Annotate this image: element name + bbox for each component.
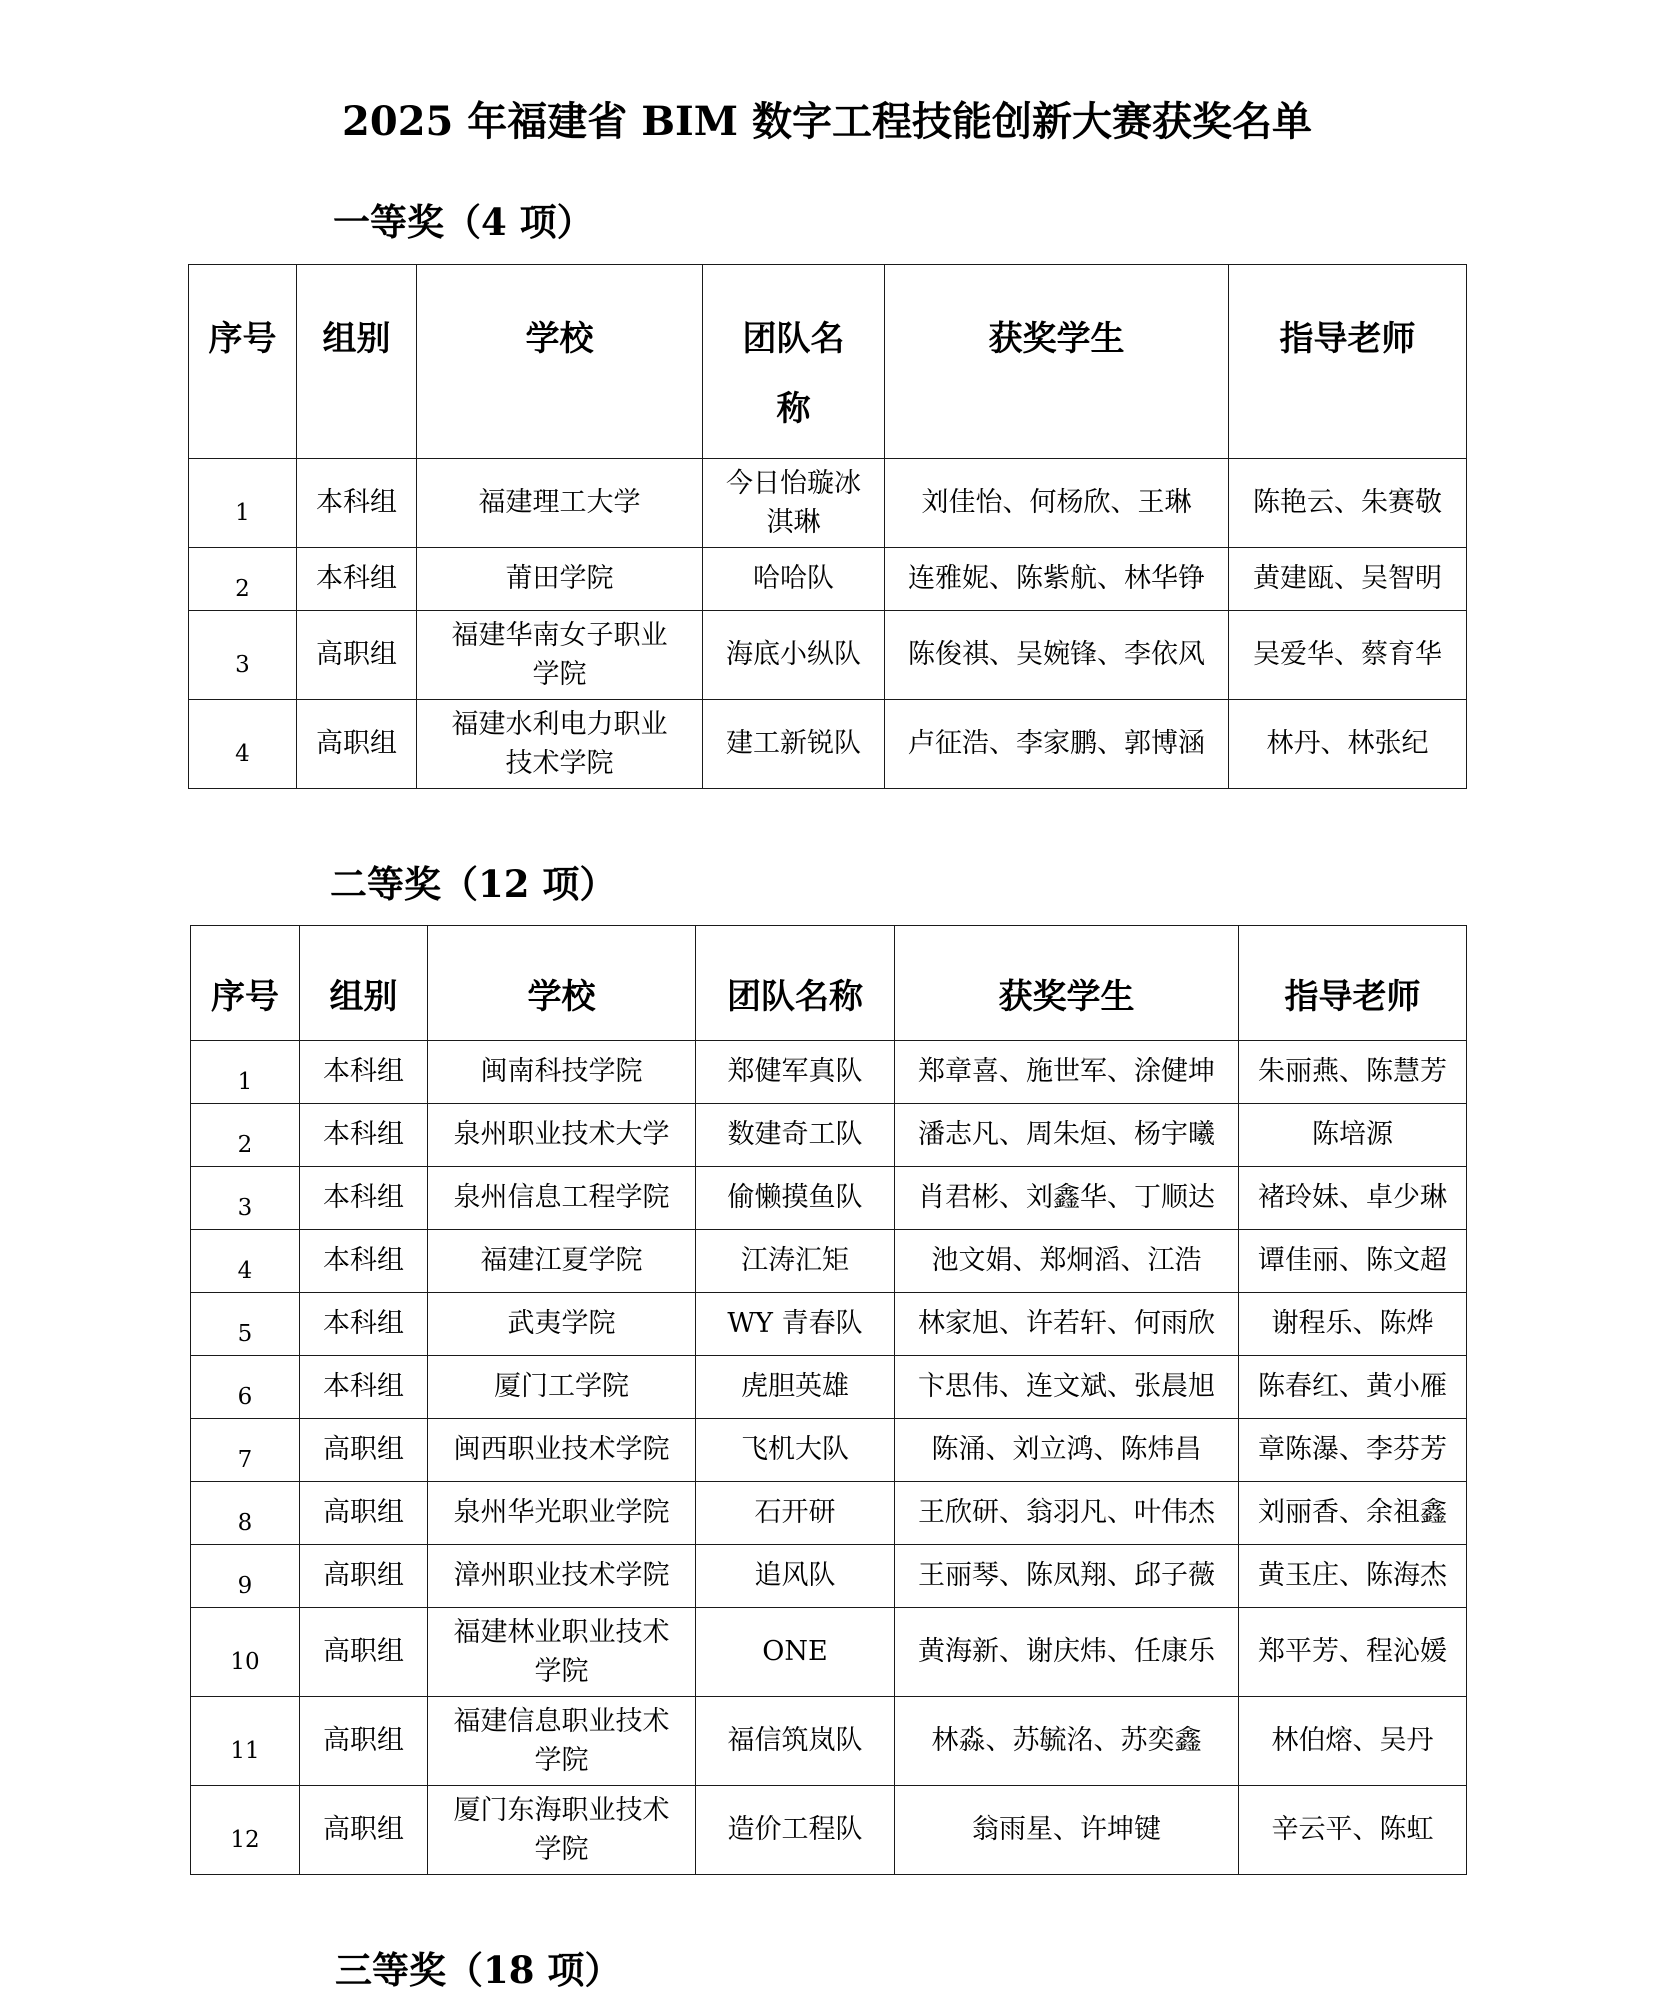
- cell-line: 海底小纵队: [726, 639, 861, 671]
- cell-line: 黄建瓯、吴智明: [1253, 563, 1442, 595]
- teachers-cell: [1229, 611, 1467, 700]
- school-cell: [417, 548, 703, 611]
- column-header-group: [300, 926, 428, 1041]
- header-row: [189, 265, 1467, 459]
- table-row: [191, 1419, 1467, 1482]
- cell-line: 数建奇工队: [727, 1119, 863, 1151]
- students-cell: [885, 700, 1229, 789]
- group-cell: [300, 1104, 428, 1167]
- cell-line: 高职组: [323, 1497, 404, 1529]
- team-name-cell: [696, 1786, 895, 1875]
- teachers-cell: [1239, 1482, 1467, 1545]
- cell-line: 福建林业职业技术: [453, 1616, 670, 1648]
- header-row: [191, 926, 1467, 1041]
- school-cell: [428, 1041, 696, 1104]
- cell-line: 武夷学院: [507, 1308, 616, 1340]
- students-cell: [895, 1608, 1239, 1697]
- students-cell: [895, 1167, 1239, 1230]
- cell-line: 3: [235, 652, 250, 679]
- group-cell: [300, 1608, 428, 1697]
- cell-line: 潘志凡、周朱烜、杨宇曦: [918, 1119, 1215, 1151]
- column-header-team: [696, 926, 895, 1041]
- cell-line: 1: [237, 1069, 253, 1096]
- cell-line: ONE: [762, 1636, 828, 1668]
- cell-line: 吴爱华、蔡育华: [1253, 639, 1442, 671]
- row-number-cell: [191, 1293, 300, 1356]
- column-header-team: [703, 265, 885, 459]
- cell-line: 石开研: [754, 1497, 836, 1529]
- cell-line: 林家旭、许若轩、何雨欣: [918, 1308, 1215, 1340]
- cell-line: 学院: [534, 1834, 589, 1865]
- cell-line: 福建华南女子职业: [451, 619, 668, 651]
- cell-line: 王欣研、翁羽凡、叶伟杰: [918, 1497, 1215, 1529]
- cell-line: 高职组: [316, 639, 397, 671]
- teachers-cell: [1239, 1104, 1467, 1167]
- cell-line: 本科组: [323, 1308, 404, 1340]
- cell-line: 高职组: [323, 1560, 404, 1592]
- cell-line: 飞机大队: [741, 1434, 849, 1466]
- row-number-cell: [191, 1419, 300, 1482]
- cell-line: 8: [237, 1510, 253, 1537]
- row-number-cell: [191, 1104, 300, 1167]
- row-number-cell: [191, 1167, 300, 1230]
- column-header-line: 指导老师: [1279, 319, 1416, 359]
- teachers-cell: [1229, 548, 1467, 611]
- school-cell: [428, 1545, 696, 1608]
- cell-line: 4: [235, 741, 250, 768]
- cell-line: 江涛汇矩: [741, 1245, 849, 1277]
- column-header-line: 获奖学生: [998, 976, 1135, 1017]
- cell-line: 连雅妮、陈紫航、林华铮: [908, 563, 1205, 595]
- group-cell: [300, 1419, 428, 1482]
- table-row: [189, 700, 1467, 789]
- row-number-cell: [191, 1230, 300, 1293]
- cell-line: 4: [237, 1258, 253, 1285]
- group-cell: [297, 611, 417, 700]
- cell-line: 厦门工学院: [494, 1371, 629, 1403]
- cell-line: 11: [230, 1738, 260, 1765]
- row-number-cell: [189, 700, 297, 789]
- table-row: [191, 1230, 1467, 1293]
- team-name-cell: [696, 1041, 895, 1104]
- column-header-line: 团队名: [742, 319, 845, 359]
- second-prize-table: [190, 925, 1467, 1875]
- cell-line: 哈哈队: [753, 563, 834, 595]
- group-cell: [297, 548, 417, 611]
- column-header-teachers: [1229, 265, 1467, 459]
- team-name-cell: [703, 611, 885, 700]
- table-row: [189, 548, 1467, 611]
- group-cell: [300, 1230, 428, 1293]
- cell-line: WY 青春队: [727, 1308, 863, 1340]
- group-cell: [300, 1545, 428, 1608]
- first-prize-heading: 一等奖（4 项）: [333, 200, 594, 244]
- cell-line: 陈培源: [1312, 1119, 1393, 1151]
- cell-line: 莆田学院: [505, 563, 614, 595]
- third-prize-heading: 三等奖（18 项）: [335, 1948, 622, 1992]
- teachers-cell: [1239, 1041, 1467, 1104]
- cell-line: 郑平芳、程沁媛: [1258, 1636, 1447, 1668]
- cell-line: 刘佳怡、何杨欣、王琳: [921, 487, 1192, 519]
- table-row: [191, 1697, 1467, 1786]
- cell-line: 今日怡璇冰: [726, 467, 861, 499]
- cell-line: 朱丽燕、陈慧芳: [1258, 1056, 1447, 1088]
- cell-line: 章陈瀑、李芬芳: [1258, 1434, 1447, 1466]
- students-cell: [895, 1293, 1239, 1356]
- students-cell: [895, 1230, 1239, 1293]
- cell-line: 5: [237, 1321, 253, 1348]
- cell-line: 学院: [534, 1656, 589, 1687]
- table-row: [191, 1167, 1467, 1230]
- cell-line: 泉州华光职业学院: [453, 1497, 670, 1529]
- teachers-cell: [1239, 1230, 1467, 1293]
- cell-line: 郑章喜、施世军、涂健坤: [918, 1056, 1215, 1088]
- teachers-cell: [1239, 1786, 1467, 1875]
- column-header-line: 学校: [525, 319, 594, 359]
- page-title: 2025 年福建省 BIM 数字工程技能创新大赛获奖名单: [342, 98, 1312, 145]
- teachers-cell: [1239, 1697, 1467, 1786]
- group-cell: [300, 1167, 428, 1230]
- cell-line: 高职组: [323, 1434, 404, 1466]
- table-header: [191, 926, 1467, 1041]
- second-prize-heading: 二等奖（12 项）: [330, 862, 617, 906]
- cell-line: 闽南科技学院: [480, 1056, 643, 1088]
- column-header-line: 获奖学生: [988, 319, 1125, 359]
- cell-line: 泉州职业技术大学: [453, 1119, 670, 1151]
- group-cell: [300, 1697, 428, 1786]
- cell-line: 造价工程队: [727, 1814, 863, 1846]
- teachers-cell: [1229, 459, 1467, 548]
- group-cell: [297, 459, 417, 548]
- table-row: [191, 1608, 1467, 1697]
- column-header-students: [895, 926, 1239, 1041]
- teachers-cell: [1239, 1419, 1467, 1482]
- teachers-cell: [1239, 1356, 1467, 1419]
- students-cell: [895, 1786, 1239, 1875]
- row-number-cell: [191, 1697, 300, 1786]
- table-row: [191, 1293, 1467, 1356]
- row-number-cell: [191, 1608, 300, 1697]
- cell-line: 3: [237, 1195, 253, 1222]
- cell-line: 闽西职业技术学院: [453, 1434, 670, 1466]
- group-cell: [300, 1482, 428, 1545]
- team-name-cell: [696, 1167, 895, 1230]
- cell-line: 黄玉庄、陈海杰: [1258, 1560, 1447, 1592]
- cell-line: 1: [235, 500, 250, 527]
- row-number-cell: [191, 1786, 300, 1875]
- cell-line: 建工新锐队: [726, 728, 861, 760]
- table-row: [189, 611, 1467, 700]
- students-cell: [895, 1419, 1239, 1482]
- team-name-cell: [696, 1293, 895, 1356]
- students-cell: [895, 1482, 1239, 1545]
- cell-line: 郑健军真队: [727, 1056, 863, 1088]
- school-cell: [428, 1230, 696, 1293]
- cell-line: 追风队: [754, 1560, 836, 1592]
- school-cell: [428, 1104, 696, 1167]
- students-cell: [885, 459, 1229, 548]
- cell-line: 9: [237, 1573, 253, 1600]
- school-cell: [417, 611, 703, 700]
- cell-line: 林淼、苏毓洺、苏奕鑫: [931, 1725, 1202, 1757]
- team-name-cell: [696, 1482, 895, 1545]
- school-cell: [428, 1356, 696, 1419]
- column-header-line: 团队名称: [727, 976, 863, 1017]
- column-header-line: 指导老师: [1284, 976, 1421, 1017]
- row-number-cell: [191, 1545, 300, 1608]
- cell-line: 高职组: [323, 1814, 404, 1846]
- cell-line: 高职组: [316, 728, 397, 760]
- teachers-cell: [1229, 700, 1467, 789]
- school-cell: [428, 1482, 696, 1545]
- cell-line: 王丽琴、陈凤翔、邱子薇: [918, 1560, 1215, 1592]
- cell-line: 福建江夏学院: [480, 1245, 643, 1277]
- cell-line: 6: [237, 1384, 253, 1411]
- team-name-cell: [696, 1230, 895, 1293]
- cell-line: 7: [237, 1447, 253, 1474]
- cell-line: 林丹、林张纪: [1266, 728, 1429, 760]
- teachers-cell: [1239, 1545, 1467, 1608]
- column-header-line: 学校: [527, 976, 596, 1017]
- table-header: [189, 265, 1467, 459]
- team-name-cell: [696, 1104, 895, 1167]
- table-row: [191, 1786, 1467, 1875]
- cell-line: 本科组: [323, 1056, 404, 1088]
- students-cell: [895, 1545, 1239, 1608]
- cell-line: 肖君彬、刘鑫华、丁顺达: [918, 1182, 1215, 1214]
- cell-line: 陈俊祺、吴婉锋、李依风: [908, 639, 1205, 671]
- cell-line: 陈艳云、朱赛敬: [1253, 487, 1442, 519]
- team-name-cell: [696, 1356, 895, 1419]
- cell-line: 厦门东海职业技术: [453, 1794, 670, 1826]
- table-row: [189, 459, 1467, 548]
- cell-line: 高职组: [323, 1636, 404, 1668]
- cell-line: 本科组: [323, 1245, 404, 1277]
- cell-line: 本科组: [323, 1182, 404, 1214]
- cell-line: 池文娟、郑炯滔、江浩: [931, 1245, 1202, 1277]
- team-name-cell: [703, 548, 885, 611]
- cell-line: 黄海新、谢庆炜、任康乐: [918, 1636, 1215, 1668]
- column-header-line: 组别: [322, 319, 391, 359]
- column-header-school: [417, 265, 703, 459]
- school-cell: [428, 1786, 696, 1875]
- row-number-cell: [191, 1482, 300, 1545]
- cell-line: 学院: [534, 1745, 589, 1776]
- cell-line: 本科组: [323, 1119, 404, 1151]
- cell-line: 卞思伟、连文斌、张晨旭: [918, 1371, 1215, 1403]
- cell-line: 卢征浩、李家鹏、郭博涵: [908, 728, 1205, 760]
- cell-line: 本科组: [316, 563, 397, 595]
- team-name-cell: [696, 1697, 895, 1786]
- team-name-cell: [696, 1545, 895, 1608]
- cell-line: 陈涌、刘立鸿、陈炜昌: [931, 1434, 1202, 1466]
- school-cell: [428, 1697, 696, 1786]
- table-body: [191, 1041, 1467, 1875]
- column-header-no: [191, 926, 300, 1041]
- cell-line: 福信筑岚队: [727, 1725, 863, 1757]
- school-cell: [428, 1419, 696, 1482]
- cell-line: 陈春红、黄小雁: [1258, 1371, 1447, 1403]
- table-row: [191, 1356, 1467, 1419]
- row-number-cell: [191, 1356, 300, 1419]
- cell-line: 福建理工大学: [478, 487, 641, 519]
- column-header-school: [428, 926, 696, 1041]
- students-cell: [895, 1356, 1239, 1419]
- column-header-group: [297, 265, 417, 459]
- cell-line: 淇琳: [766, 507, 821, 538]
- school-cell: [428, 1608, 696, 1697]
- cell-line: 2: [235, 576, 250, 603]
- cell-line: 本科组: [323, 1371, 404, 1403]
- group-cell: [300, 1786, 428, 1875]
- students-cell: [895, 1697, 1239, 1786]
- cell-line: 谭佳丽、陈文超: [1258, 1245, 1447, 1277]
- row-number-cell: [189, 459, 297, 548]
- cell-line: 林伯熔、吴丹: [1271, 1725, 1434, 1757]
- teachers-cell: [1239, 1608, 1467, 1697]
- cell-line: 学院: [532, 659, 587, 690]
- first-prize-table: [188, 264, 1467, 789]
- table-row: [191, 1482, 1467, 1545]
- table-row: [191, 1545, 1467, 1608]
- row-number-cell: [189, 611, 297, 700]
- school-cell: [428, 1293, 696, 1356]
- team-name-cell: [696, 1608, 895, 1697]
- group-cell: [297, 700, 417, 789]
- students-cell: [885, 611, 1229, 700]
- column-header-line: 序号: [208, 319, 277, 359]
- column-header-line: 称: [776, 389, 811, 429]
- students-cell: [885, 548, 1229, 611]
- students-cell: [895, 1041, 1239, 1104]
- row-number-cell: [191, 1041, 300, 1104]
- students-cell: [895, 1104, 1239, 1167]
- column-header-teachers: [1239, 926, 1467, 1041]
- cell-line: 福建水利电力职业: [451, 708, 668, 740]
- row-number-cell: [189, 548, 297, 611]
- team-name-cell: [703, 459, 885, 548]
- group-cell: [300, 1041, 428, 1104]
- school-cell: [417, 700, 703, 789]
- column-header-students: [885, 265, 1229, 459]
- cell-line: 10: [230, 1649, 260, 1676]
- cell-line: 刘丽香、余祖鑫: [1258, 1497, 1447, 1529]
- table-row: [191, 1104, 1467, 1167]
- cell-line: 虎胆英雄: [741, 1371, 849, 1403]
- cell-line: 漳州职业技术学院: [453, 1560, 670, 1592]
- cell-line: 泉州信息工程学院: [453, 1182, 670, 1214]
- column-header-line: 组别: [329, 976, 398, 1017]
- table-body: [189, 459, 1467, 789]
- group-cell: [300, 1293, 428, 1356]
- cell-line: 12: [230, 1827, 260, 1854]
- teachers-cell: [1239, 1293, 1467, 1356]
- cell-line: 技术学院: [505, 748, 614, 779]
- school-cell: [428, 1167, 696, 1230]
- cell-line: 褚玲妹、卓少琳: [1258, 1182, 1447, 1214]
- teachers-cell: [1239, 1167, 1467, 1230]
- table-row: [191, 1041, 1467, 1104]
- cell-line: 翁雨星、许坤键: [972, 1814, 1161, 1846]
- column-header-line: 序号: [211, 976, 279, 1017]
- cell-line: 2: [237, 1132, 253, 1159]
- group-cell: [300, 1356, 428, 1419]
- team-name-cell: [703, 700, 885, 789]
- cell-line: 辛云平、陈虹: [1271, 1814, 1434, 1846]
- cell-line: 本科组: [316, 487, 397, 519]
- team-name-cell: [696, 1419, 895, 1482]
- cell-line: 偷懒摸鱼队: [727, 1182, 863, 1214]
- cell-line: 谢程乐、陈烨: [1271, 1308, 1434, 1340]
- school-cell: [417, 459, 703, 548]
- column-header-no: [189, 265, 297, 459]
- cell-line: 福建信息职业技术: [453, 1705, 670, 1737]
- cell-line: 高职组: [323, 1725, 404, 1757]
